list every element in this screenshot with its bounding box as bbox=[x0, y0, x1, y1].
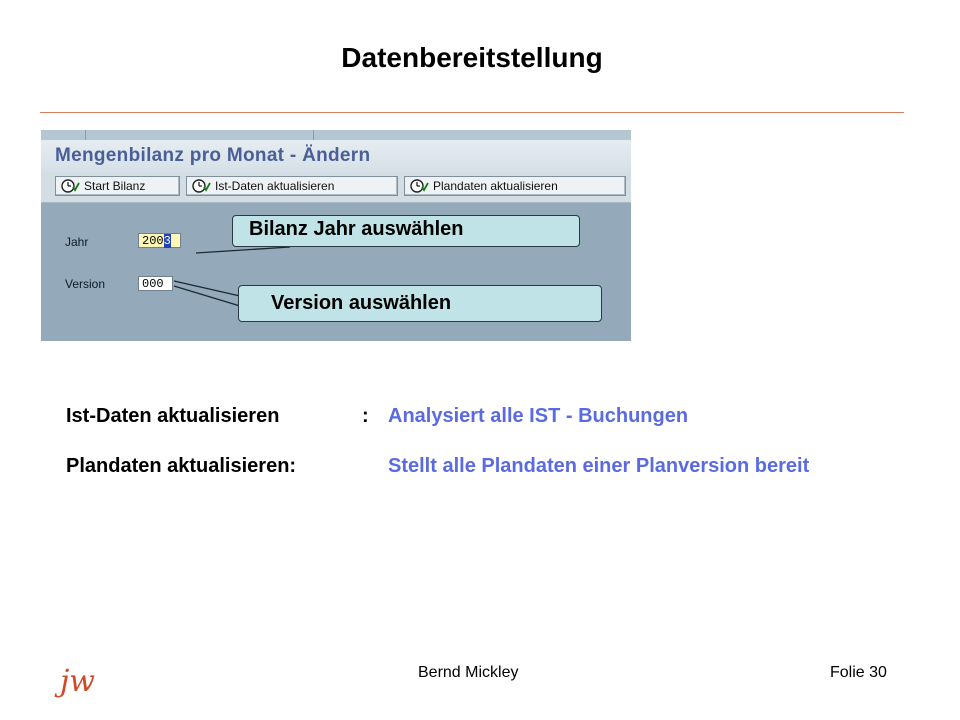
year-input[interactable] bbox=[138, 233, 181, 248]
plandaten-aktualisieren-label: Plandaten aktualisieren bbox=[433, 179, 558, 193]
slide-number: Folie 30 bbox=[830, 664, 887, 681]
start-bilanz-label: Start Bilanz bbox=[84, 179, 146, 193]
version-label: Version bbox=[65, 277, 106, 291]
footer-author: Bernd Mickley bbox=[418, 664, 519, 681]
execute-clock-icon bbox=[191, 178, 211, 194]
ist-daten-aktualisieren-button[interactable] bbox=[186, 176, 398, 196]
text-cursor: 3 bbox=[163, 234, 171, 248]
sap-title-bar bbox=[41, 140, 631, 172]
info-label: Plandaten aktualisieren: bbox=[66, 455, 297, 477]
slide-title: Datenbereitstellung bbox=[341, 42, 603, 73]
sap-application-toolbar bbox=[41, 172, 631, 203]
plandaten-aktualisieren-button[interactable] bbox=[404, 176, 626, 196]
jw-logo: jw bbox=[60, 664, 95, 699]
info-separator: : bbox=[362, 405, 369, 427]
year-callout: Bilanz Jahr auswählen bbox=[232, 215, 580, 247]
info-value: Analysiert alle IST - Buchungen bbox=[388, 405, 689, 427]
start-bilanz-button[interactable] bbox=[55, 176, 180, 196]
info-label: Ist-Daten aktualisieren bbox=[66, 405, 280, 427]
execute-clock-icon bbox=[409, 178, 429, 194]
execute-clock-icon bbox=[60, 178, 80, 194]
year-value: 200 bbox=[142, 234, 164, 248]
sap-window-title: Mengenbilanz pro Monat - Ändern bbox=[55, 145, 371, 166]
title-divider bbox=[40, 112, 904, 113]
year-label: Jahr bbox=[65, 235, 89, 249]
version-callout: Version auswählen bbox=[238, 285, 602, 322]
version-input[interactable]: 000 bbox=[138, 276, 173, 291]
ist-daten-aktualisieren-label: Ist-Daten aktualisieren bbox=[215, 179, 335, 193]
info-value: Stellt alle Plandaten einer Planversion bereit bbox=[388, 455, 810, 477]
